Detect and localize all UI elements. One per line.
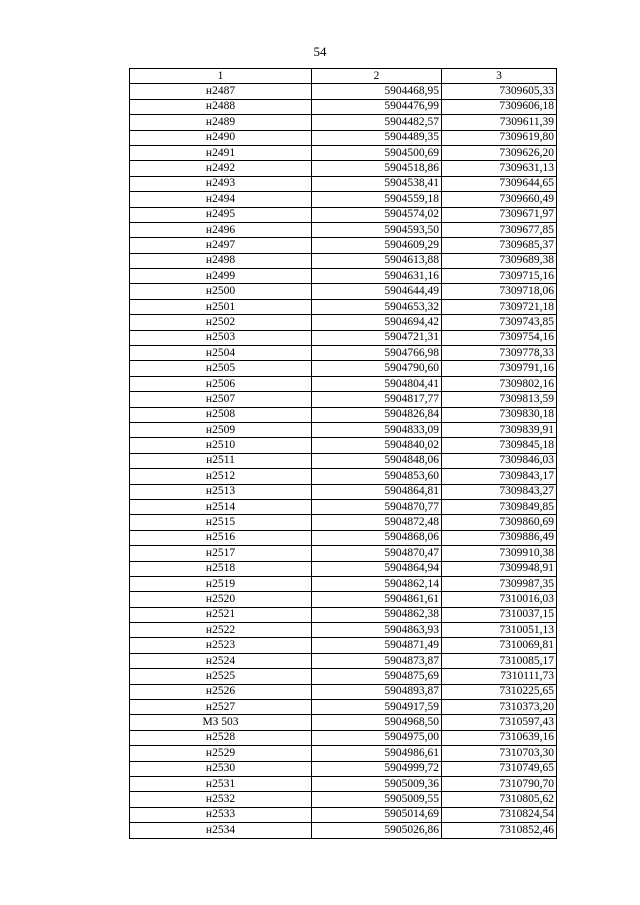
table-row: [130, 392, 557, 407]
x-coordinate-cell: 5904871,49: [312, 638, 442, 653]
x-coordinate-cell: 5905009,36: [312, 776, 442, 791]
table-row: [130, 499, 557, 514]
table-row: [130, 269, 557, 284]
point-name-cell: н2510: [130, 438, 312, 453]
y-coordinate-cell: 7309660,49: [442, 192, 557, 207]
y-coordinate-cell: 7309843,17: [442, 469, 557, 484]
point-name-cell: н2522: [130, 623, 312, 638]
point-name-cell: н2531: [130, 776, 312, 791]
x-coordinate-cell: 5904826,84: [312, 407, 442, 422]
table-row: [130, 684, 557, 699]
x-coordinate-cell: 5904870,47: [312, 546, 442, 561]
x-coordinate-cell: 5904518,86: [312, 161, 442, 176]
table-row: [130, 453, 557, 468]
y-coordinate-cell: 7309718,06: [442, 284, 557, 299]
x-coordinate-cell: 5904862,14: [312, 576, 442, 591]
table-row: [130, 823, 557, 838]
point-name-cell: н2504: [130, 346, 312, 361]
x-coordinate-cell: 5904574,02: [312, 207, 442, 222]
x-coordinate-cell: 5904917,59: [312, 700, 442, 715]
point-name-cell: н2494: [130, 192, 312, 207]
point-name-cell: н2525: [130, 669, 312, 684]
x-coordinate-cell: 5904999,72: [312, 761, 442, 776]
point-name-cell: н2495: [130, 207, 312, 222]
table-row: [130, 438, 557, 453]
table-row: [130, 315, 557, 330]
point-name-cell: н2523: [130, 638, 312, 653]
x-coordinate-cell: 5904631,16: [312, 269, 442, 284]
table-row: [130, 607, 557, 622]
y-coordinate-cell: 7310639,16: [442, 730, 557, 745]
y-coordinate-cell: 7309860,69: [442, 515, 557, 530]
x-coordinate-cell: 5904863,93: [312, 623, 442, 638]
y-coordinate-cell: 7309839,91: [442, 422, 557, 437]
point-name-cell: н2527: [130, 700, 312, 715]
x-coordinate-cell: 5905014,69: [312, 807, 442, 822]
point-name-cell: н2517: [130, 546, 312, 561]
point-name-cell: н2512: [130, 469, 312, 484]
point-name-cell: н2509: [130, 422, 312, 437]
point-name-cell: н2489: [130, 115, 312, 130]
point-name-cell: н2511: [130, 453, 312, 468]
y-coordinate-cell: 7310703,30: [442, 746, 557, 761]
x-coordinate-cell: 5905009,55: [312, 792, 442, 807]
x-coordinate-cell: 5904721,31: [312, 330, 442, 345]
table-row: [130, 746, 557, 761]
x-coordinate-cell: 5904875,69: [312, 669, 442, 684]
y-coordinate-cell: 7309619,80: [442, 130, 557, 145]
y-coordinate-cell: 7310805,62: [442, 792, 557, 807]
point-name-cell: н2490: [130, 130, 312, 145]
y-coordinate-cell: 7309948,91: [442, 561, 557, 576]
point-name-cell: н2497: [130, 238, 312, 253]
y-coordinate-cell: 7309631,13: [442, 161, 557, 176]
x-coordinate-cell: 5904613,88: [312, 253, 442, 268]
y-coordinate-cell: 7309606,18: [442, 99, 557, 114]
table-row: [130, 469, 557, 484]
point-name-cell: н2505: [130, 361, 312, 376]
y-coordinate-cell: 7309677,85: [442, 222, 557, 237]
table-row: [130, 422, 557, 437]
y-coordinate-cell: 7309813,59: [442, 392, 557, 407]
point-name-cell: н2507: [130, 392, 312, 407]
point-name-cell: н2514: [130, 499, 312, 514]
point-name-cell: н2519: [130, 576, 312, 591]
x-coordinate-cell: 5904489,35: [312, 130, 442, 145]
x-coordinate-cell: 5904862,38: [312, 607, 442, 622]
table-row: [130, 730, 557, 745]
table-row: [130, 84, 557, 99]
table-row: [130, 776, 557, 791]
table-row: [130, 407, 557, 422]
x-coordinate-cell: 5904840,02: [312, 438, 442, 453]
x-coordinate-cell: 5904644,49: [312, 284, 442, 299]
y-coordinate-cell: 7310051,13: [442, 623, 557, 638]
x-coordinate-cell: 5904482,57: [312, 115, 442, 130]
y-coordinate-cell: 7309778,33: [442, 346, 557, 361]
x-coordinate-cell: 5904593,50: [312, 222, 442, 237]
y-coordinate-cell: 7310824,54: [442, 807, 557, 822]
table-row: [130, 207, 557, 222]
x-coordinate-cell: 5904853,60: [312, 469, 442, 484]
table-row: [130, 530, 557, 545]
table-row: [130, 638, 557, 653]
x-coordinate-cell: 5904870,77: [312, 499, 442, 514]
page-number: 54: [313, 44, 327, 59]
y-coordinate-cell: 7309689,38: [442, 253, 557, 268]
y-coordinate-cell: 7309754,16: [442, 330, 557, 345]
y-coordinate-cell: 7310225,65: [442, 684, 557, 699]
x-coordinate-cell: 5904968,50: [312, 715, 442, 730]
y-coordinate-cell: 7310016,03: [442, 592, 557, 607]
point-name-cell: н2501: [130, 299, 312, 314]
table-row: [130, 546, 557, 561]
table-row: [130, 592, 557, 607]
point-name-cell: н2532: [130, 792, 312, 807]
point-name-cell: н2492: [130, 161, 312, 176]
table-row: [130, 576, 557, 591]
y-coordinate-cell: 7309685,37: [442, 238, 557, 253]
x-coordinate-cell: 5904861,61: [312, 592, 442, 607]
x-coordinate-cell: 5904653,32: [312, 299, 442, 314]
point-name-cell: н2526: [130, 684, 312, 699]
point-name-cell: н2521: [130, 607, 312, 622]
x-coordinate-cell: 5904848,06: [312, 453, 442, 468]
y-coordinate-cell: 7309605,33: [442, 84, 557, 99]
y-coordinate-cell: 7310790,70: [442, 776, 557, 791]
table-header-row: [130, 69, 557, 84]
x-coordinate-cell: 5904468,95: [312, 84, 442, 99]
point-name-cell: н2503: [130, 330, 312, 345]
y-coordinate-cell: 7309715,16: [442, 269, 557, 284]
table-row: [130, 130, 557, 145]
column-header-3: 3: [442, 69, 557, 84]
point-name-cell: н2500: [130, 284, 312, 299]
table-row: [130, 623, 557, 638]
table-row: [130, 346, 557, 361]
x-coordinate-cell: 5904864,94: [312, 561, 442, 576]
point-name-cell: н2502: [130, 315, 312, 330]
table-row: [130, 653, 557, 668]
y-coordinate-cell: 7310085,17: [442, 653, 557, 668]
x-coordinate-cell: 5904986,61: [312, 746, 442, 761]
point-name-cell: н2520: [130, 592, 312, 607]
table-row: [130, 253, 557, 268]
table-row: [130, 145, 557, 160]
y-coordinate-cell: 7310597,43: [442, 715, 557, 730]
y-coordinate-cell: 7309791,16: [442, 361, 557, 376]
x-coordinate-cell: 5904766,98: [312, 346, 442, 361]
point-name-cell: н2499: [130, 269, 312, 284]
x-coordinate-cell: 5904872,48: [312, 515, 442, 530]
y-coordinate-cell: 7309743,85: [442, 315, 557, 330]
y-coordinate-cell: 7310037,15: [442, 607, 557, 622]
x-coordinate-cell: 5904694,42: [312, 315, 442, 330]
table-row: [130, 561, 557, 576]
y-coordinate-cell: 7310069,81: [442, 638, 557, 653]
x-coordinate-cell: 5904893,87: [312, 684, 442, 699]
y-coordinate-cell: 7310111,73: [442, 669, 557, 684]
x-coordinate-cell: 5904538,41: [312, 176, 442, 191]
x-coordinate-cell: 5904500,69: [312, 145, 442, 160]
table-row: [130, 222, 557, 237]
x-coordinate-cell: 5904833,09: [312, 422, 442, 437]
table-row: [130, 807, 557, 822]
point-name-cell: н2493: [130, 176, 312, 191]
point-name-cell: н2528: [130, 730, 312, 745]
point-name-cell: н2515: [130, 515, 312, 530]
table-row: [130, 484, 557, 499]
y-coordinate-cell: 7309846,03: [442, 453, 557, 468]
point-name-cell: н2491: [130, 145, 312, 160]
y-coordinate-cell: 7309910,38: [442, 546, 557, 561]
y-coordinate-cell: 7309987,35: [442, 576, 557, 591]
table-row: [130, 99, 557, 114]
y-coordinate-cell: 7309830,18: [442, 407, 557, 422]
table-row: [130, 238, 557, 253]
y-coordinate-cell: 7309802,16: [442, 376, 557, 391]
y-coordinate-cell: 7309611,39: [442, 115, 557, 130]
table-row: [130, 115, 557, 130]
table-row: [130, 361, 557, 376]
point-name-cell: н2487: [130, 84, 312, 99]
table-row: [130, 161, 557, 176]
y-coordinate-cell: 7309843,27: [442, 484, 557, 499]
x-coordinate-cell: 5904476,99: [312, 99, 442, 114]
y-coordinate-cell: 7310852,46: [442, 823, 557, 838]
table-row: [130, 715, 557, 730]
column-header-2: 2: [312, 69, 442, 84]
point-name-cell: н2513: [130, 484, 312, 499]
y-coordinate-cell: 7309721,18: [442, 299, 557, 314]
point-name-cell: н2516: [130, 530, 312, 545]
x-coordinate-cell: 5904817,77: [312, 392, 442, 407]
coordinates-table: [129, 68, 557, 839]
x-coordinate-cell: 5904609,29: [312, 238, 442, 253]
table-row: [130, 761, 557, 776]
point-name-cell: н2508: [130, 407, 312, 422]
x-coordinate-cell: 5904864,81: [312, 484, 442, 499]
table-row: [130, 515, 557, 530]
point-name-cell: МЗ 503: [130, 715, 312, 730]
y-coordinate-cell: 7309671,97: [442, 207, 557, 222]
point-name-cell: н2488: [130, 99, 312, 114]
y-coordinate-cell: 7309845,18: [442, 438, 557, 453]
table-row: [130, 192, 557, 207]
table-row: [130, 792, 557, 807]
table-row: [130, 376, 557, 391]
table-row: [130, 669, 557, 684]
column-header-1: 1: [130, 69, 312, 84]
point-name-cell: н2534: [130, 823, 312, 838]
y-coordinate-cell: 7309849,85: [442, 499, 557, 514]
x-coordinate-cell: 5905026,86: [312, 823, 442, 838]
y-coordinate-cell: 7309886,49: [442, 530, 557, 545]
y-coordinate-cell: 7310373,20: [442, 700, 557, 715]
x-coordinate-cell: 5904804,41: [312, 376, 442, 391]
y-coordinate-cell: 7309644,65: [442, 176, 557, 191]
y-coordinate-cell: 7309626,20: [442, 145, 557, 160]
point-name-cell: н2496: [130, 222, 312, 237]
table-row: [130, 700, 557, 715]
table-row: [130, 284, 557, 299]
y-coordinate-cell: 7310749,65: [442, 761, 557, 776]
x-coordinate-cell: 5904873,87: [312, 653, 442, 668]
point-name-cell: н2506: [130, 376, 312, 391]
table-row: [130, 330, 557, 345]
point-name-cell: н2533: [130, 807, 312, 822]
point-name-cell: н2518: [130, 561, 312, 576]
table-row: [130, 176, 557, 191]
x-coordinate-cell: 5904868,06: [312, 530, 442, 545]
table-row: [130, 299, 557, 314]
point-name-cell: н2524: [130, 653, 312, 668]
x-coordinate-cell: 5904559,18: [312, 192, 442, 207]
point-name-cell: н2498: [130, 253, 312, 268]
x-coordinate-cell: 5904790,60: [312, 361, 442, 376]
x-coordinate-cell: 5904975,00: [312, 730, 442, 745]
point-name-cell: н2530: [130, 761, 312, 776]
point-name-cell: н2529: [130, 746, 312, 761]
